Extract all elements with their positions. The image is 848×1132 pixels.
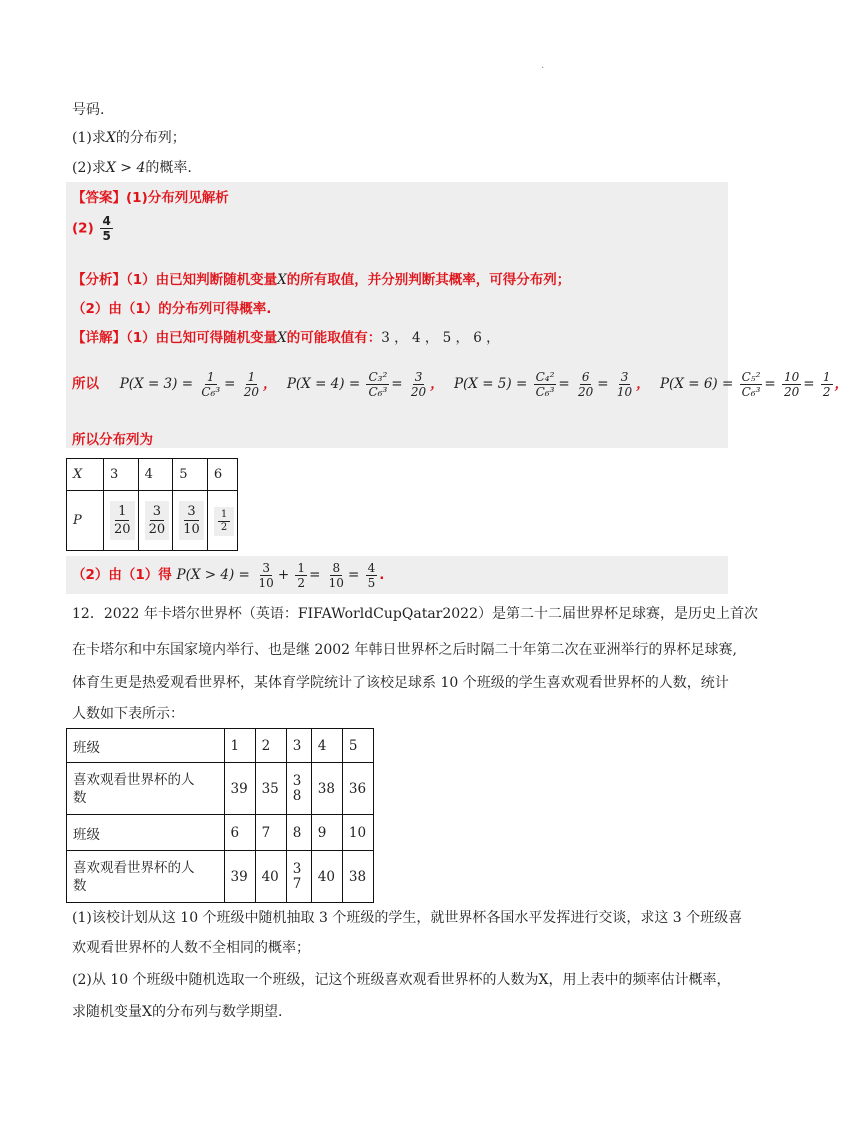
dist-prob-cell: $\frac{3}{20}$ xyxy=(138,491,173,551)
stats-cell: 8 xyxy=(286,815,311,851)
q12-sub1-line-2: 欢观看世界杯的人数不全相同的概率； xyxy=(72,940,310,956)
dist-prob-row xyxy=(67,491,238,551)
dist-header-row xyxy=(67,459,238,491)
stats-cell-wrapped: 3 8 xyxy=(286,763,311,815)
answer-tag: 【答案】(1)分布列见解析 xyxy=(72,190,229,206)
stats-cell: 38 xyxy=(342,851,373,903)
q12-sub2-line-1: (2)从 10 个班级中随机选取一个班级，记这个班级喜欢观看世界杯的人数为X，用上表中的频率估计概率， xyxy=(72,972,731,988)
answer-part2: (2) $\frac{4}{5}$ xyxy=(72,214,111,243)
stats-cell: 39 xyxy=(224,851,255,903)
q12-line-4: 人数如下表所示： xyxy=(72,706,184,722)
stats-row xyxy=(67,851,374,903)
q12-sub2-line-2: 求随机变量X的分布列与数学期望. xyxy=(72,1004,283,1020)
dist-header-cell: 3 xyxy=(104,459,139,491)
dist-header-cell: 4 xyxy=(138,459,173,491)
stats-cell: 6 xyxy=(224,815,255,851)
stats-cell: 5 xyxy=(342,729,373,763)
question-2: (2)求X > 4的概率. xyxy=(72,160,192,176)
stats-row xyxy=(67,815,374,851)
stats-row xyxy=(67,763,374,815)
dist-header-cell: X xyxy=(67,459,104,491)
dist-prob-cell: $\frac{1}{2}$ xyxy=(207,491,237,551)
q12-line-2: 在卡塔尔和中东国家境内举行、也是继 2002 年韩日世界杯之后时隔二十年第二次在亚洲举行的界杯足球赛, xyxy=(72,642,737,658)
dist-prob-cell: $\frac{3}{10}$ xyxy=(173,491,208,551)
dist-header-cell: 5 xyxy=(173,459,208,491)
question-1: (1)求X的分布列； xyxy=(72,130,186,146)
part2-line: （2）由（1）得 P(X > 4) = $\frac{3}{10}$ + $\frac{1}{2}$ = $\frac{8}{10}$ = $\frac{4}{5}$ . xyxy=(72,561,385,590)
stats-cell: 10 xyxy=(342,815,373,851)
q12-line-3: 体育生更是热爱观看世界杯，某体育学院统计了该校足球系 10 个班级的学生喜欢观看世界杯的人数，统计 xyxy=(72,675,729,691)
stats-label-cell: 喜欢观看世界杯的人 数 xyxy=(67,763,225,815)
stats-cell-wrapped: 3 7 xyxy=(286,851,311,903)
stats-label-cell: 喜欢观看世界杯的人 数 xyxy=(67,851,225,903)
stats-cell: 4 xyxy=(311,729,342,763)
dist-row-label: P xyxy=(67,491,104,551)
dist-header-cell: 6 xyxy=(207,459,237,491)
prob-4: P(X = 4) = $\frac{\text{C₃²}}{\text{C₆³}}$ = $\frac{3}{20}$ ， xyxy=(286,370,444,399)
q12-line-1: 12．2022 年卡塔尔世界杯（英语：FIFAWorldCupQatar2022）是第二十二届世界杯足球赛，是历史上首次 xyxy=(72,606,758,622)
detail-line: 【详解】（1）由已知可得随机变量X的可能取值有：3 ， 4 ， 5 ， 6 ， xyxy=(72,330,500,346)
prob-line: 所以 P(X = 3) = $\frac{1}{\text{C₆³}}$ = $\frac{1}{20}$ ， P(X = 4) = $\frac{\text{C₃²}}{\text{C₆³}}$ = $\frac{3}{20}$ ， P(X = 5) = $\frac{\text{C₄²}}{\text{C₆³}}$ = $\frac{6}{20}$ = $\frac{3}{10}$ ， P(X = 6) = $\frac{\text{C₅²}}{\text{C₆³}}$ = $\frac{10}{20}$ = $\frac{1}{2}$ ， xyxy=(72,370,848,399)
analysis-line-1: 【分析】（1）由已知判断随机变量X的所有取值，并分别判断其概率，可得分布列； xyxy=(72,272,571,288)
stats-cell: 38 xyxy=(311,763,342,815)
stats-cell: 3 xyxy=(286,729,311,763)
answer-fraction: $\frac{4}{5}$ xyxy=(102,214,111,243)
prob-6: P(X = 6) = $\frac{\text{C₅²}}{\text{C₆³}}$ = $\frac{10}{20}$ = $\frac{1}{2}$ ， xyxy=(659,370,848,399)
stats-cell: 7 xyxy=(255,815,286,851)
stats-label-cell: 班级 xyxy=(67,815,225,851)
stats-cell: 40 xyxy=(255,851,286,903)
analysis-line-2: （2）由（1）的分布列可得概率. xyxy=(72,301,272,317)
dist-prob-cell: $\frac{1}{20}$ xyxy=(104,491,139,551)
stats-cell: 39 xyxy=(224,763,255,815)
distribution-table xyxy=(66,458,238,551)
header-dot: . xyxy=(541,60,545,71)
class-stats-table xyxy=(66,728,374,903)
stats-cell: 2 xyxy=(255,729,286,763)
prob-3: P(X = 3) = $\frac{1}{\text{C₆³}}$ = $\frac{1}{20}$ ， xyxy=(119,370,277,399)
stats-row xyxy=(67,729,374,763)
text-line-number: 号码. xyxy=(72,102,105,118)
stats-cell: 40 xyxy=(311,851,342,903)
q12-sub1-line-1: (1)该校计划从这 10 个班级中随机抽取 3 个班级的学生，就世界杯各国水平发挥进行交谈，求这 3 个班级喜 xyxy=(72,910,743,926)
stats-cell: 35 xyxy=(255,763,286,815)
stats-cell: 9 xyxy=(311,815,342,851)
dist-heading: 所以分布列为 xyxy=(72,432,153,448)
prob-5: P(X = 5) = $\frac{\text{C₄²}}{\text{C₆³}}$ = $\frac{6}{20}$ = $\frac{3}{10}$ ， xyxy=(453,370,650,399)
stats-label-cell: 班级 xyxy=(67,729,225,763)
stats-cell: 36 xyxy=(342,763,373,815)
stats-cell: 1 xyxy=(224,729,255,763)
